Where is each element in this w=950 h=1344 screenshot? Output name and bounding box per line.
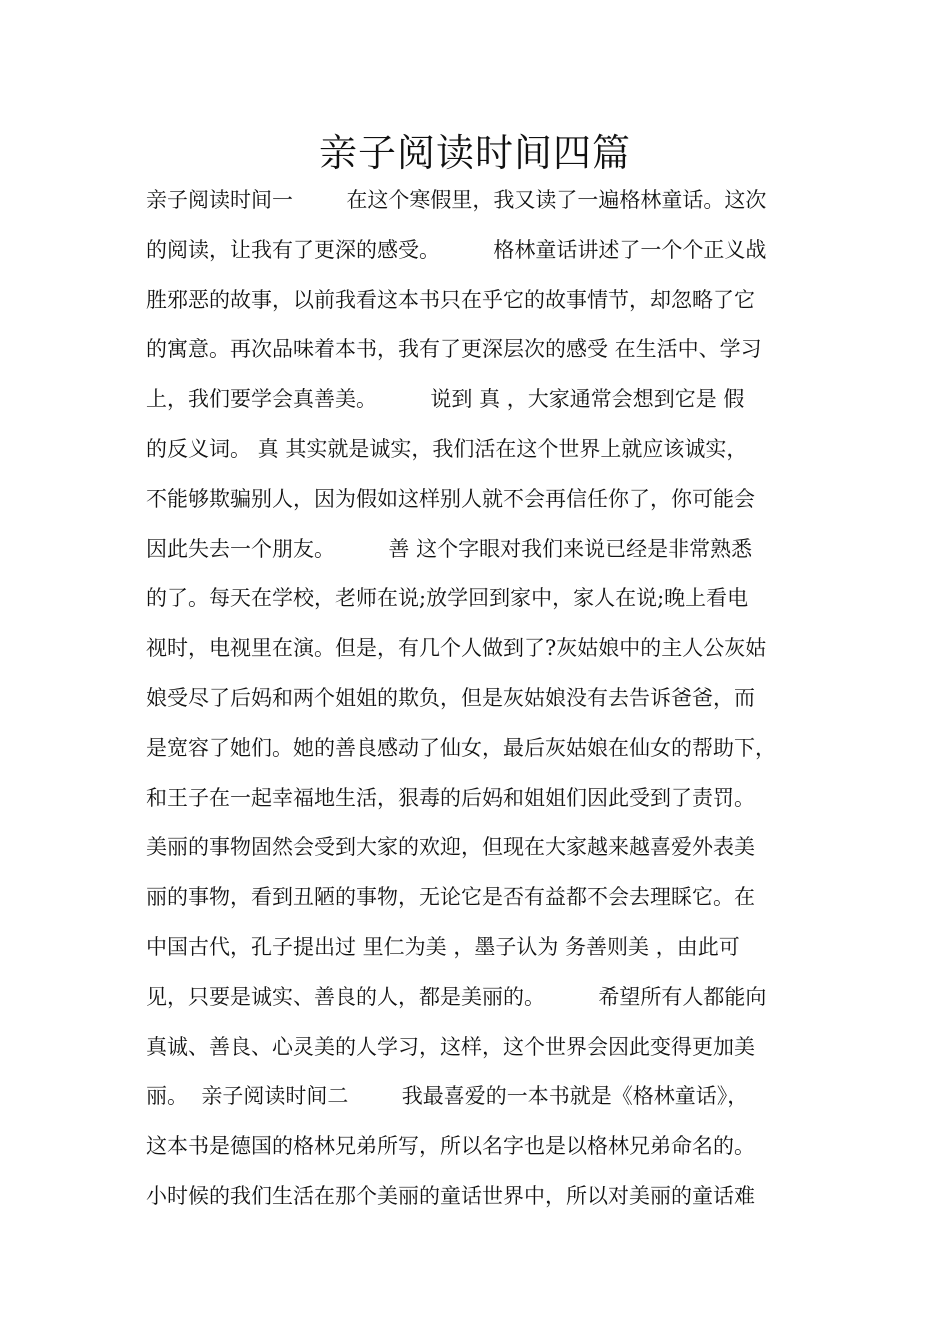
text-line: 真诚、善良、心灵美的人学习，这样，这个世界会因此变得更加美 [146,1034,755,1059]
text-line: 娘受尽了后妈和两个姐姐的欺负，但是灰姑娘没有去告诉爸爸，而 [146,685,755,710]
text-line: 的反义词。 真 其实就是诚实，我们活在这个世界上就应该诚实， [146,436,748,461]
text-line: 见，只要是诚实、善良的人，都是美丽的。 希望所有人都能向 [146,984,767,1009]
text-line: 是宽容了她们。她的善良感动了仙女，最后灰姑娘在仙女的帮助下， [146,735,776,760]
text-line: 胜邪恶的故事，以前我看这本书只在乎它的故事情节，却忽略了它 [146,287,755,312]
text-line: 丽。 亲子阅读时间二 我最喜爱的一本书就是《格林童话》， [146,1084,749,1109]
text-line: 上，我们要学会真善美。 说到 真 ，大家通常会想到它是 假 [146,387,745,412]
text-line: 亲子阅读时间一 在这个寒假里，我又读了一遍格林童话。这次 [146,188,767,212]
text-line: 小时候的我们生活在那个美丽的童话世界中，所以对美丽的童话难 [146,1183,755,1208]
text-line: 美丽的事物固然会受到大家的欢迎，但现在大家越来越喜爱外表美 [146,835,755,860]
text-line: 因此失去一个朋友。 善 这个字眼对我们来说已经是非常熟悉 [146,536,753,561]
text-line: 的寓意。再次品味着本书，我有了更深层次的感受 在生活中、学习 [146,337,762,362]
text-line: 不能够欺骗别人，因为假如这样别人就不会再信任你了，你可能会 [146,486,755,511]
text-line: 的了。每天在学校，老师在说;放学回到家中，家人在说;晚上看电 [146,586,749,611]
text-line: 丽的事物，看到丑陋的事物，无论它是否有益都不会去理睬它。在 [146,885,755,910]
page-title: 亲子阅读时间四篇 [318,131,631,175]
body-text [146,176,846,1222]
text-line: 和王子在一起幸福地生活，狠毒的后妈和姐姐们因此受到了责罚。 [146,785,755,810]
text-line: 的阅读，让我有了更深的感受。 格林童话讲述了一个个正义战 [146,237,767,262]
text-line: 视时，电视里在演。但是，有几个人做到了?灰姑娘中的主人公灰姑 [146,636,767,661]
text-line: 中国古代，孔子提出过 里仁为美 ，墨子认为 务善则美 ，由此可 [146,934,740,959]
text-line: 这本书是德国的格林兄弟所写，所以名字也是以格林兄弟命名的。 [146,1134,755,1159]
